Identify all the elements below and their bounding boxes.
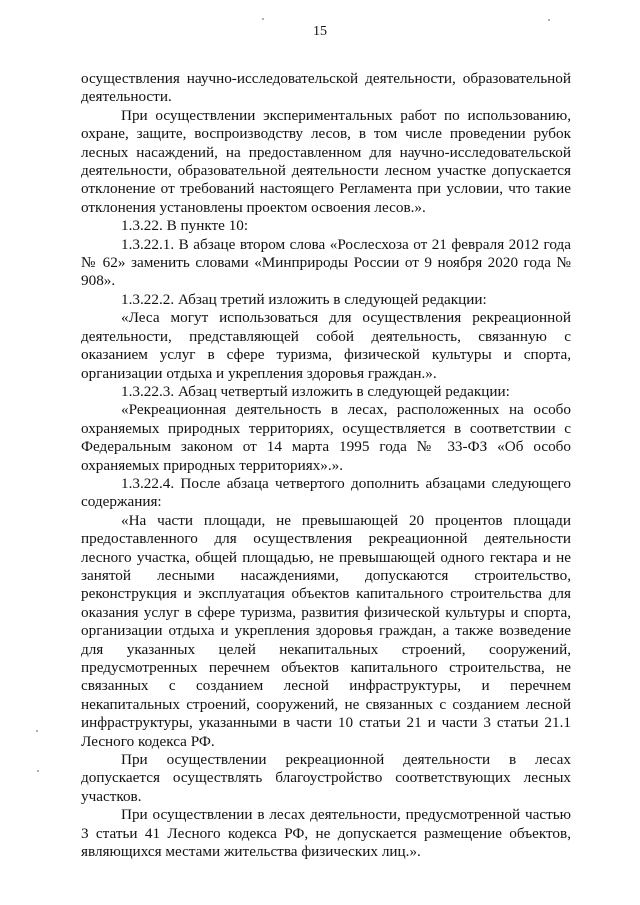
paragraph: 1.3.22.4. После абзаца четвертого дополнить абзацами следующего содержания: [81,474,571,511]
paragraph: «Леса могут использоваться для осуществления рекреационной деятельности, представляющей собой деятельность, связанную с оказанием услуг в сфере туризма, физической культуры и спорта, организации отдыха и укрепления здоровья граждан.». [81,309,571,382]
document-body [81,70,571,861]
paragraph: 1.3.22. В пункте 10: [121,217,249,235]
scan-speck [262,18,264,20]
paragraph: При осуществлении экспериментальных работ по использованию, охране, защите, воспроизводству лесов, в том числе проведении рубок лесных насаждений, на предоставленном для научно-исследовательской деятельности, образовательной деятельности лесном участке допускается отклонение от требований настоящего Регламента при условии, что такие отклонения установлены проектом освоения лесов.». [81,106,571,216]
paragraph: 1.3.22.1. В абзаце втором слова «Рослесхоза от 21 февраля 2012 года № 62» заменить словами «Минприроды России от 9 ноября 2020 года № 908». [81,235,571,290]
scan-speck [548,19,550,21]
paragraph: При осуществлении рекреационной деятельности в лесах допускается осуществлять благоустройство соответствующих лесных участков. [81,751,571,805]
paragraph: 1.3.22.2. Абзац третий изложить в следующей редакции: [121,290,487,308]
paragraph: 1.3.22.3. Абзац четвертый изложить в следующей редакции: [121,382,510,400]
scan-speck [37,770,39,772]
paragraph: При осуществлении в лесах деятельности, предусмотренной частью 3 статьи 41 Лесного кодекса РФ, не допускается размещение объектов, являющихся местами жительства физических лиц.». [81,806,571,861]
paragraph: «Рекреационная деятельность в лесах, расположенных на особо охраняемых природных территориях, осуществляется в соответствии с Федеральным законом от 14 марта 1995 года № 33-ФЗ «Об особо охраняемых природных территориях».». [81,401,571,474]
paragraph: «На части площади, не превышающей 20 процентов площади предоставленного для осуществления рекреационной деятельности лесного участка, общей площадью, не превышающей одного гектара и не занятой лесными насаждениями, допускаются строительство, реконструкция и эксплуатация объектов капитального строительства для оказания услуг в сфере туризма, развития физической культуры и спорта, организации отдыха и укрепления здоровья граждан, а также возведение для указанных целей некапитальных строений, сооружений, предусмотренных перечнем объектов капитального строительства, не связанных с созданием лесной инфраструктуры, и перечнем некапитальных строений, сооружений, не связанных с созданием лесной инфраструктуры, указанными в части 10 статьи 21 и части 3 статьи 21.1 Лесного кодекса РФ. [81,511,571,750]
paragraph: осуществления научно-исследовательской деятельности, образовательной деятельности. [81,70,571,106]
scan-speck [36,730,38,732]
page-number: 15 [313,24,327,39]
